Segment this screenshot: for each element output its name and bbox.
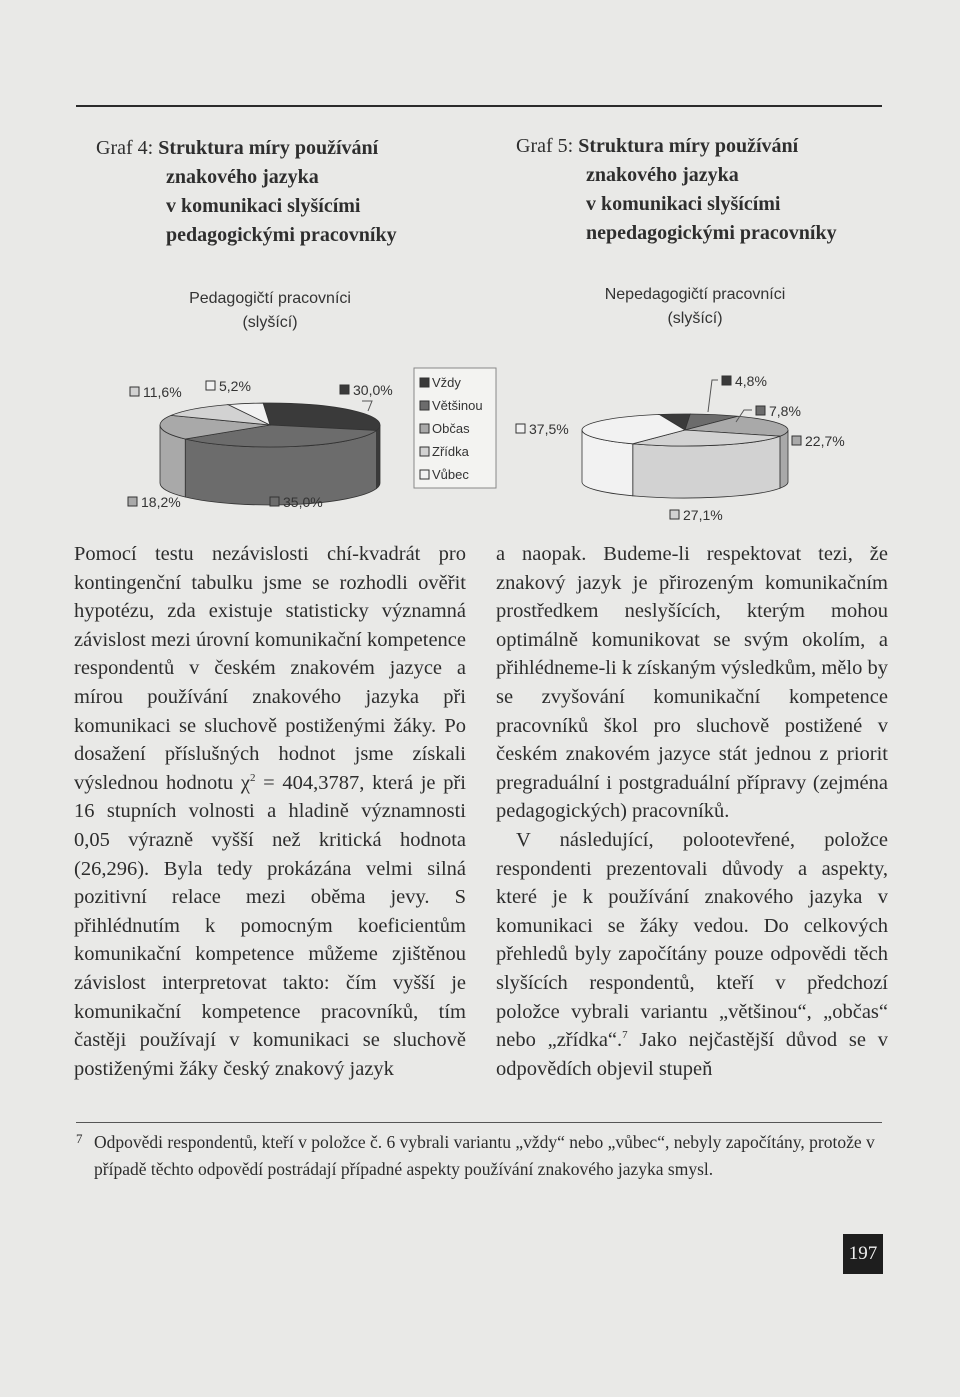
chart2-data-label-0: 4,8% bbox=[735, 373, 767, 389]
graf5-title-line-3: v komunikaci slyšícími bbox=[586, 193, 781, 215]
chart2-title-line-1: Nepedagogičtí pracovníci bbox=[604, 286, 786, 303]
chart1-legend-swatch-4 bbox=[420, 470, 429, 479]
chart1-label-swatch-2 bbox=[128, 497, 137, 506]
chart2-pie bbox=[510, 360, 880, 530]
right-paragraph-2 bbox=[496, 826, 888, 1083]
graf4-title-line-3: v komunikaci slyšícími bbox=[166, 195, 361, 217]
chi-text: = 404,3787, která je při 16 stupních volnosti a hladině významnosti 0,05 výrazně vyšší než kritická hodnota (26,296). Byla tedy prokázána velmi silná pozitivní relace mezi oběma jevy. S přihlédnutím k pomocným koeficientům komunikační kompetence můžeme zjištěnou závislost interpretovat takto: čím vyšší je komunikační kompetence pracovníků, tím častěji používají v komunikaci se sluchově postiženými žáky český znakový jazyk bbox=[74, 771, 466, 1080]
chi-symbol: χ bbox=[240, 771, 250, 794]
graf4-title-line-2: znakového jazyka bbox=[166, 166, 319, 188]
chart1-slice-side-0 bbox=[377, 425, 380, 488]
right-paragraph-1: a naopak. Budeme-li respektovat tezi, že znakový jazyk je přirozeným komunikačním prostředkem neslyšících, kterým mohou optimálně komunikovat se svým okolím, a přihlédneme-li k získaným výsledkům, mělo by se zvyšování komunikační kompetence pracovníků škol pro sluchově postižené v českém znakovém jazyce stát jednou z priorit pregraduální i postgraduální přípravy (zejména pedagogických) pracovníků. bbox=[496, 543, 888, 823]
footnote-ref: 7 bbox=[622, 1029, 628, 1042]
chart2-data-label-2: 22,7% bbox=[805, 433, 845, 449]
chart1-legend-item-2: Občas bbox=[432, 421, 470, 436]
chart2-label-swatch-1 bbox=[756, 406, 765, 415]
graf5-title-line-4: nepedagogickými pracovníky bbox=[586, 222, 837, 244]
left-column-text: Pomocí testu nezávislosti chí-kvadrát pro kontingenční tabulku jsme se rozhodli ověřit hypotézu, zda existuje statisticky významná závislost mezi úrovní komunikační kompetence respondentů v českém znakovém jazyce a mírou používání znakového jazyka při komunikaci se sluchově postiženými žáky. Po dosažení příslušných hodnot jsme získali výslednou hodnotu bbox=[74, 543, 466, 794]
chart1-data-label-0: 30,0% bbox=[353, 382, 393, 398]
chart2-leader-line-1 bbox=[708, 380, 718, 412]
chart1-title bbox=[140, 287, 400, 335]
graf5-title-line-1: Struktura míry používání bbox=[578, 135, 799, 157]
chart1-legend-item-0: Vždy bbox=[432, 375, 461, 390]
footnote-rule bbox=[76, 1122, 882, 1123]
chart2-label-swatch-4 bbox=[516, 424, 525, 433]
graf4-label: Graf 4: bbox=[96, 137, 154, 159]
chart1-legend-item-1: Většinou bbox=[432, 398, 483, 413]
chart1-legend-item-4: Vůbec bbox=[432, 467, 469, 482]
chart1-label-swatch-3 bbox=[130, 387, 139, 396]
right-column bbox=[496, 540, 888, 1083]
chart1-leader-line bbox=[362, 401, 372, 411]
chart1-legend-swatch-1 bbox=[420, 401, 429, 410]
right-paragraph-2a: V následující, polootevřené, položce respondenti prezentovali důvody a aspekty, které je k používání znakového jazyka v komunikaci se žáky vedou. Do celkových přehledů byly započítány pouze odpovědi těch slyšících respondentů, kteří v předchozí položce vybrali variantu „většinou“, „občas“ nebo „zřídka“. bbox=[496, 828, 888, 1052]
chart2-data-label-1: 7,8% bbox=[769, 403, 801, 419]
footnote-text: Odpovědi respondentů, kteří v položce č. 6 vybrali variantu „vždy“ nebo „vůbec“, nebyly započítány, protože v případě těchto odpovědí postrádají případné aspekty používání znakového jazyka smysl. bbox=[94, 1132, 875, 1179]
chart1-legend-item-3: Zřídka bbox=[432, 444, 469, 459]
chart2-title-line-2: (slyšící) bbox=[667, 310, 723, 327]
chart2-data-label-4: 37,5% bbox=[529, 421, 569, 437]
footnote-mark: 7 bbox=[76, 1131, 83, 1146]
chart1-legend-swatch-3 bbox=[420, 447, 429, 456]
chart1-title-line-2: (slyšící) bbox=[242, 314, 298, 331]
chart2-label-swatch-0 bbox=[722, 376, 731, 385]
chart1-data-label-1: 35,0% bbox=[283, 494, 323, 510]
chart1-label-swatch-4 bbox=[206, 381, 215, 390]
graf5-label: Graf 5: bbox=[516, 135, 574, 157]
chart1-data-label-4: 5,2% bbox=[219, 378, 251, 394]
chart1-pie bbox=[110, 365, 510, 525]
chart1-legend-swatch-2 bbox=[420, 424, 429, 433]
left-column bbox=[74, 540, 466, 1083]
chart1-data-label-2: 18,2% bbox=[141, 494, 181, 510]
chart2-label-swatch-2 bbox=[792, 436, 801, 445]
chart1-data-label-3: 11,6% bbox=[143, 384, 182, 400]
graf4-title-line-4: pedagogickými pracovníky bbox=[166, 224, 397, 246]
chart1-title-line-1: Pedagogičtí pracovníci bbox=[189, 290, 351, 307]
graf4-caption bbox=[96, 134, 456, 250]
top-rule bbox=[76, 105, 882, 107]
graf4-title-line-1: Struktura míry používání bbox=[158, 137, 379, 159]
chart1-label-swatch-0 bbox=[340, 385, 349, 394]
footnote bbox=[76, 1129, 882, 1183]
page-number: 197 bbox=[843, 1234, 883, 1274]
chart2-slice-side-2 bbox=[780, 430, 788, 488]
chart1-label-swatch-1 bbox=[270, 497, 279, 506]
chi-exponent: 2 bbox=[249, 771, 256, 784]
chart1-legend-swatch-0 bbox=[420, 378, 429, 387]
chart2-label-swatch-3 bbox=[670, 510, 679, 519]
chart2-title bbox=[560, 283, 830, 331]
graf5-caption bbox=[516, 132, 896, 248]
chart2-data-label-3: 27,1% bbox=[683, 507, 723, 523]
graf5-title-line-2: znakového jazyka bbox=[586, 164, 739, 186]
right-paragraph-2b: Jako nejčastější důvod se v odpovědích objevil stupeň bbox=[496, 1029, 888, 1080]
